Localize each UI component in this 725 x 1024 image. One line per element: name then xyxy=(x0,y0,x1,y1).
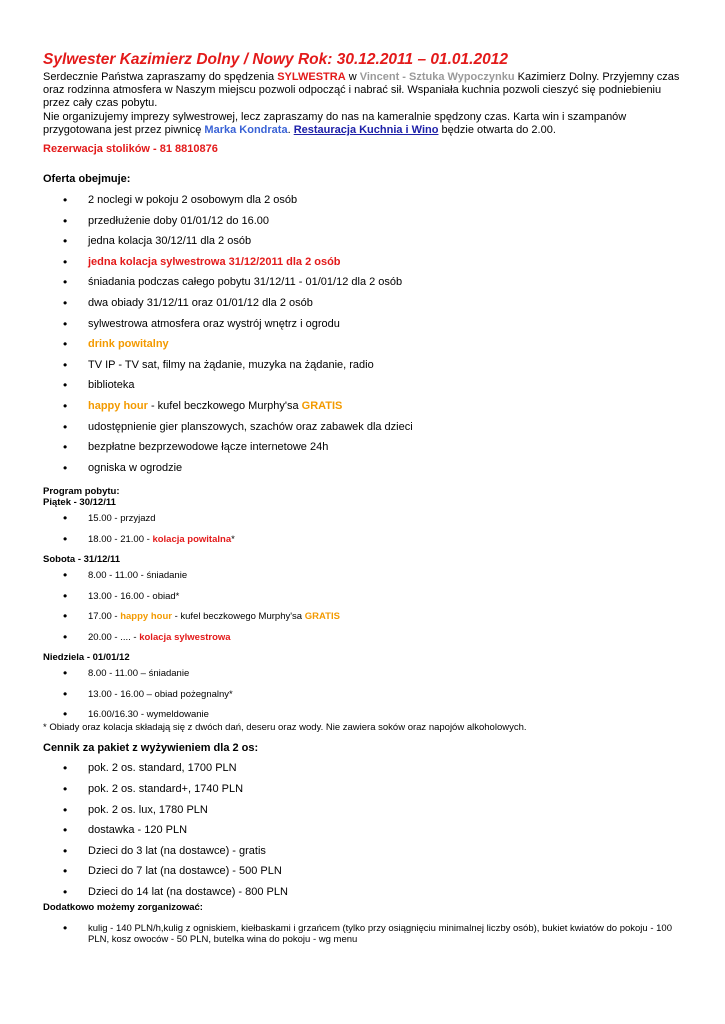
extra-list xyxy=(43,923,683,946)
list-item xyxy=(43,276,683,297)
item-text: * xyxy=(231,533,235,545)
item-text: jedna kolacja sylwestrowa 31/12/2011 dla 2 osób xyxy=(88,255,341,268)
list-item xyxy=(43,804,683,825)
item-text: 13.00 - 16.00 - obiad* xyxy=(88,590,180,602)
list-item xyxy=(43,783,683,804)
gratis-label: GRATIS xyxy=(301,399,343,412)
offer-heading: Oferta obejmuje: xyxy=(43,173,131,186)
intro-paragraph-2 xyxy=(43,111,683,137)
item-text: 15.00 - przyjazd xyxy=(88,513,156,525)
list-item xyxy=(43,256,683,277)
list-item xyxy=(43,235,683,256)
item-text: Dzieci do 14 lat (na dostawce) - 800 PLN xyxy=(88,885,288,898)
item-text: pok. 2 os. lux, 1780 PLN xyxy=(88,803,208,816)
list-item xyxy=(43,762,683,783)
list-item xyxy=(43,338,683,359)
list-item xyxy=(43,845,683,866)
item-text: a xyxy=(296,611,305,623)
intro-text: będzie otwarta do 2.00. xyxy=(438,123,556,136)
page-title: Sylwester Kazimierz Dolny / Nowy Rok: 30.12.2011 – 01.01.2012 xyxy=(43,51,508,68)
intro-text: Serdecznie Państwa zapraszamy do spędzenia xyxy=(43,71,278,83)
offer-list xyxy=(43,194,683,482)
item-text: śniadania podczas całego pobytu 31/12/11 - 01/01/12 dla 2 osób xyxy=(88,276,403,289)
saturday-list xyxy=(43,570,683,652)
item-text: - kufel beczkowego Murphy's xyxy=(171,611,297,623)
list-item xyxy=(43,668,683,689)
item-text: - kufel beczkowego Murphy's xyxy=(147,399,293,412)
sunday-list xyxy=(43,668,683,722)
list-item xyxy=(43,441,683,462)
item-text: bezpłatne bezprzewodowe łącze internetowe 24h xyxy=(88,441,329,454)
list-item xyxy=(43,400,683,421)
item-text: 17.00 - xyxy=(88,611,121,623)
friday-heading: Piątek - 30/12/11 xyxy=(43,497,116,509)
venue-name: Vincent - Sztuka Wypoczynku xyxy=(359,71,515,83)
sylwestra-highlight: SYLWESTRA xyxy=(277,71,346,83)
list-item xyxy=(43,824,683,845)
item-text: 2 noclegi w pokoju 2 osobowym dla 2 osób xyxy=(88,194,298,207)
list-item xyxy=(43,359,683,380)
intro-text: . xyxy=(287,123,294,136)
item-text: pok. 2 os. standard+, 1740 PLN xyxy=(88,782,244,795)
happy-hour-label: happy hour xyxy=(120,611,172,623)
list-item xyxy=(43,689,683,710)
list-item xyxy=(43,886,683,902)
item-text: TV IP - TV sat, filmy na żądanie, muzyka na żądanie, radio xyxy=(88,358,374,371)
intro-text: Kazimierz Dolny. Przyjemny czas oraz rodzinna atmosfera w Naszym miejscu pozwoli odpocząć i nabrać sił. Wspaniała kuchnia pozwoli cieszyć się podniebieniu przez cały czas pobytu. xyxy=(43,71,680,110)
program-heading: Program pobytu: xyxy=(43,486,120,498)
list-item xyxy=(43,534,683,555)
wine-cellar-name: Marka Kondrata xyxy=(204,123,288,136)
item-text: ogniska w ogrodzie xyxy=(88,461,183,474)
list-item xyxy=(43,709,683,722)
item-text: jedna kolacja 30/12/11 dla 2 osób xyxy=(88,235,252,248)
list-item xyxy=(43,462,683,483)
item-text: biblioteka xyxy=(88,379,135,392)
item-text: Dzieci do 7 lat (na dostawce) - 500 PLN xyxy=(88,865,282,878)
list-item xyxy=(43,591,683,612)
welcome-dinner-label: kolacja powitalna xyxy=(152,533,232,545)
item-text: 13.00 - 16.00 – obiad pożegnalny* xyxy=(88,688,233,700)
happy-hour-label: happy hour xyxy=(88,399,148,412)
list-item xyxy=(43,297,683,318)
list-item xyxy=(43,865,683,886)
item-text: dwa obiady 31/12/11 oraz 01/01/12 dla 2 osób xyxy=(88,296,313,309)
new-year-dinner-label: kolacja sylwestrowa xyxy=(139,631,231,643)
intro-text: Nie organizujemy imprezy sylwestrowej, lecz zapraszamy do nas na kameralnie spędzony czas. Karta win i szampanów przygotowana jest przez piwnicę xyxy=(43,110,627,136)
list-item xyxy=(43,513,683,534)
list-item xyxy=(43,611,683,632)
item-text: 18.00 - 21.00 - xyxy=(88,533,153,545)
item-text: 8.00 - 11.00 – śniadanie xyxy=(88,668,190,680)
sunday-heading: Niedziela - 01/01/12 xyxy=(43,652,130,664)
list-item xyxy=(43,379,683,400)
restaurant-link[interactable]: Restauracja Kuchnia i Wino xyxy=(293,123,439,136)
list-item xyxy=(43,215,683,236)
reservation-phone: Rezerwacja stolików - 81 8810876 xyxy=(43,143,218,156)
item-text: Dzieci do 3 lat (na dostawce) - gratis xyxy=(88,844,266,857)
intro-paragraph-1 xyxy=(43,71,683,111)
list-item xyxy=(43,318,683,339)
item-text: 16.00/16.30 - wymeldowanie xyxy=(88,709,209,721)
meal-footnote: * Obiady oraz kolacja składają się z dwóch dań, deseru oraz wody. Nie zawiera soków oraz napojów alkoholowych. xyxy=(43,722,527,734)
saturday-heading: Sobota - 31/12/11 xyxy=(43,554,121,566)
item-text: 20.00 - .... - xyxy=(88,631,140,643)
item-text: kulig - 140 PLN/h,kulig z ogniskiem, kiełbaskami i grzańcem (tylko przy osiągnięciu minimalnej liczby osób), bukiet kwiatów do pokoju - 100 PLN, kosz owoców - 50 PLN, butelka wina do pokoju - wg menu xyxy=(88,922,672,946)
item-text: przedłużenie doby 01/01/12 do 16.00 xyxy=(88,214,270,227)
item-text: dostawka - 120 PLN xyxy=(88,824,188,837)
item-text: 8.00 - 11.00 - śniadanie xyxy=(88,570,188,582)
item-text: drink powitalny xyxy=(88,338,169,351)
item-text: a xyxy=(292,399,302,412)
pricing-list xyxy=(43,762,683,902)
list-item xyxy=(43,194,683,215)
item-text: udostępnienie gier planszowych, szachów oraz zabawek dla dzieci xyxy=(88,420,413,433)
item-text: sylwestrowa atmosfera oraz wystrój wnętrz i ogrodu xyxy=(88,317,340,330)
friday-list xyxy=(43,513,683,554)
document-page xyxy=(43,50,683,946)
list-item xyxy=(43,632,683,653)
gratis-label: GRATIS xyxy=(304,611,340,623)
list-item xyxy=(43,923,683,946)
list-item xyxy=(43,570,683,591)
pricing-heading: Cennik za pakiet z wyżywieniem dla 2 os: xyxy=(43,742,259,755)
extra-heading: Dodatkowo możemy zorganizować: xyxy=(43,901,203,913)
intro-text: w xyxy=(345,71,360,83)
item-text: pok. 2 os. standard, 1700 PLN xyxy=(88,762,237,775)
list-item xyxy=(43,421,683,442)
